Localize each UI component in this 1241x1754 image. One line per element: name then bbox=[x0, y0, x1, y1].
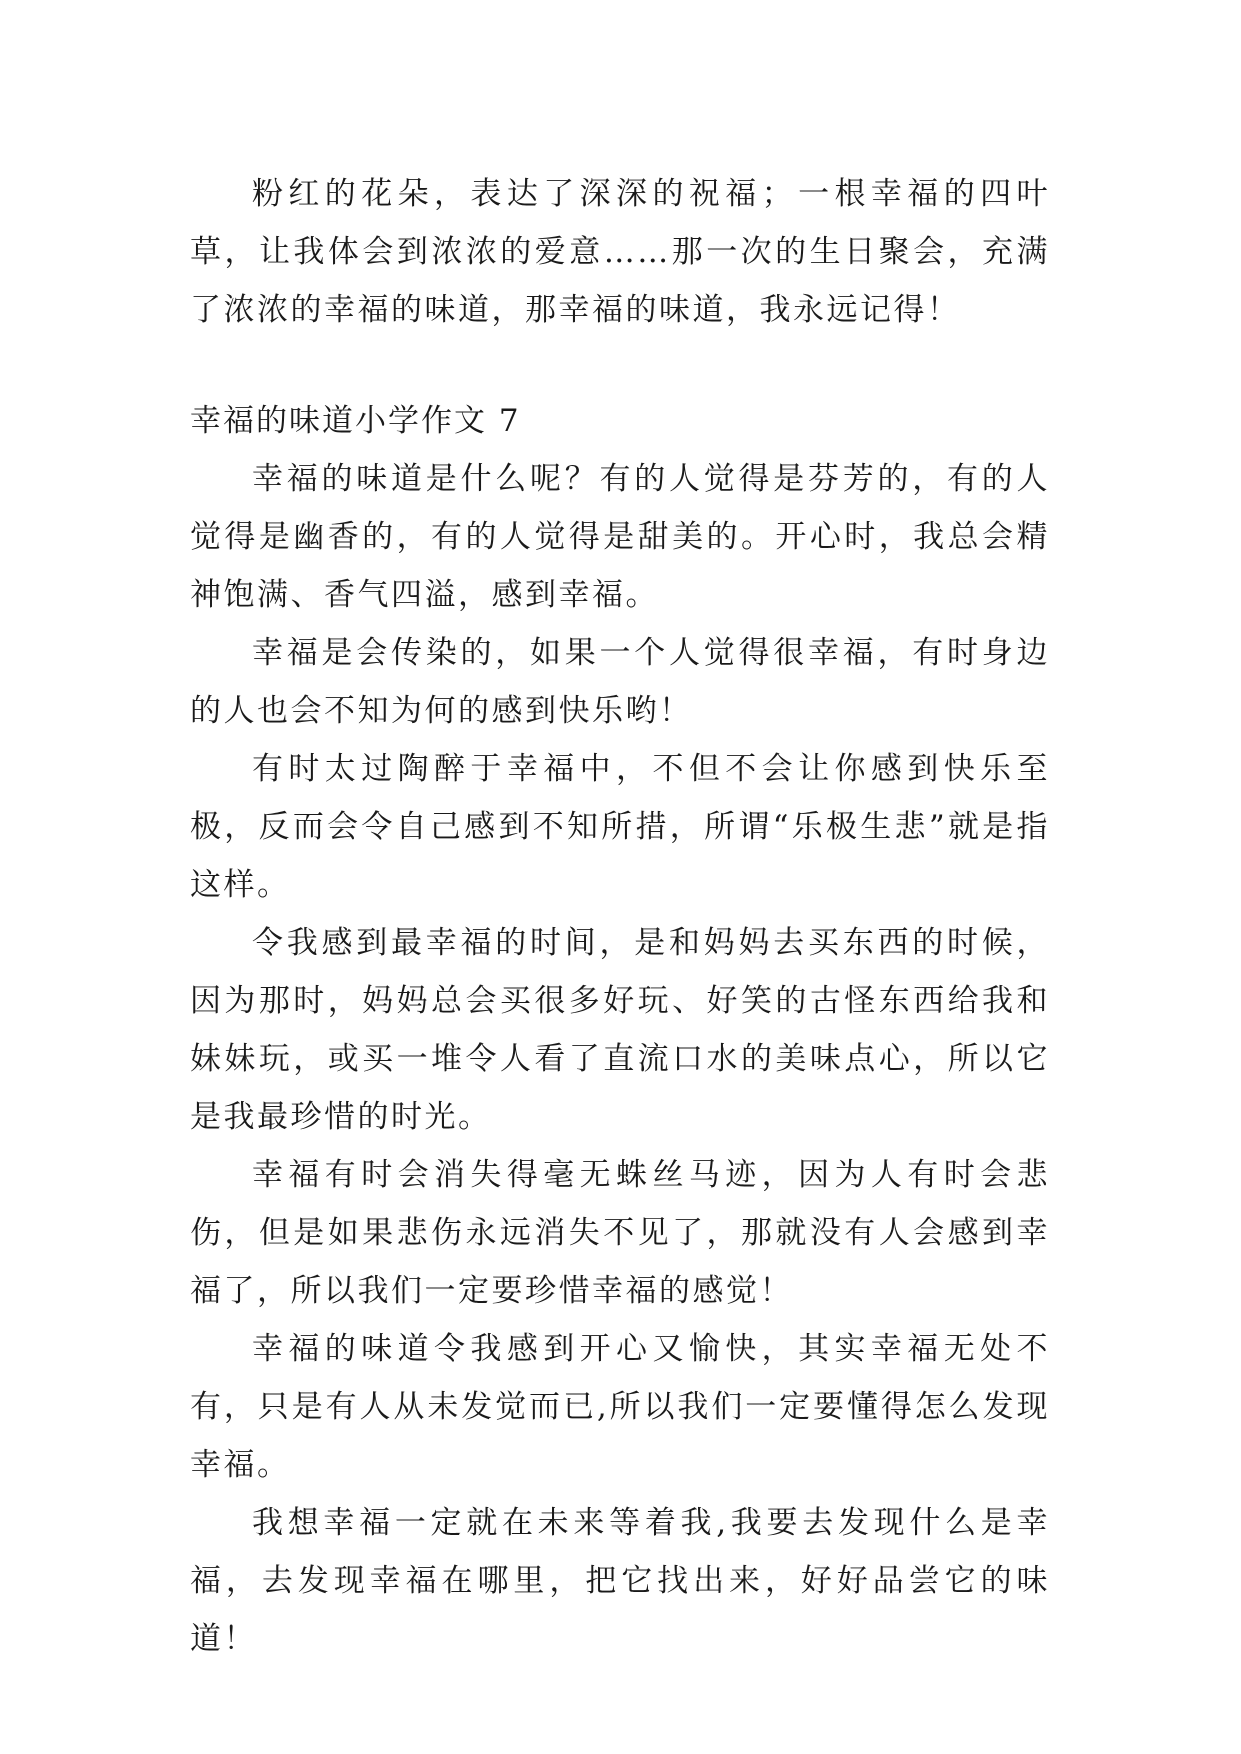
paragraph-4: 令我感到最幸福的时间，是和妈妈去买东西的时候，因为那时，妈妈总会买很多好玩、好笑的古怪东西给我和妹妹玩，或买一堆令人看了直流口水的美味点心，所以它是我最珍惜的时光。 bbox=[190, 925, 1050, 1135]
paragraph-3: 有时太过陶醉于幸福中，不但不会让你感到快乐至极，反而会令自己感到不知所措，所谓“乐极生悲”就是指这样。 bbox=[190, 751, 1050, 903]
paragraph-5: 幸福有时会消失得毫无蛛丝马迹，因为人有时会悲伤，但是如果悲伤永远消失不见了，那就没有人会感到幸福了，所以我们一定要珍惜幸福的感觉！ bbox=[190, 1157, 1050, 1309]
paragraph-2: 幸福是会传染的，如果一个人觉得很幸福，有时身边的人也会不知为何的感到快乐哟！ bbox=[190, 635, 1050, 729]
paragraph-7: 我想幸福一定就在未来等着我,我要去发现什么是幸福，去发现幸福在哪里，把它找出来，好好品尝它的味道！ bbox=[190, 1505, 1050, 1657]
paragraph-1: 幸福的味道是什么呢？有的人觉得是芬芳的，有的人觉得是幽香的，有的人觉得是甜美的。开心时，我总会精神饱满、香气四溢，感到幸福。 bbox=[190, 461, 1050, 613]
intro-paragraph: 粉红的花朵，表达了深深的祝福；一根幸福的四叶草，让我体会到浓浓的爱意……那一次的生日聚会，充满了浓浓的幸福的味道，那幸福的味道，我永远记得！ bbox=[190, 176, 1050, 328]
section-title: 幸福的味道小学作文 7 bbox=[190, 403, 521, 439]
intro-section bbox=[190, 165, 1050, 339]
paragraph-6: 幸福的味道令我感到开心又愉快，其实幸福无处不有，只是有人从未发觉而已,所以我们一定要懂得怎么发现幸福。 bbox=[190, 1331, 1050, 1483]
essay-section bbox=[190, 392, 1050, 1668]
